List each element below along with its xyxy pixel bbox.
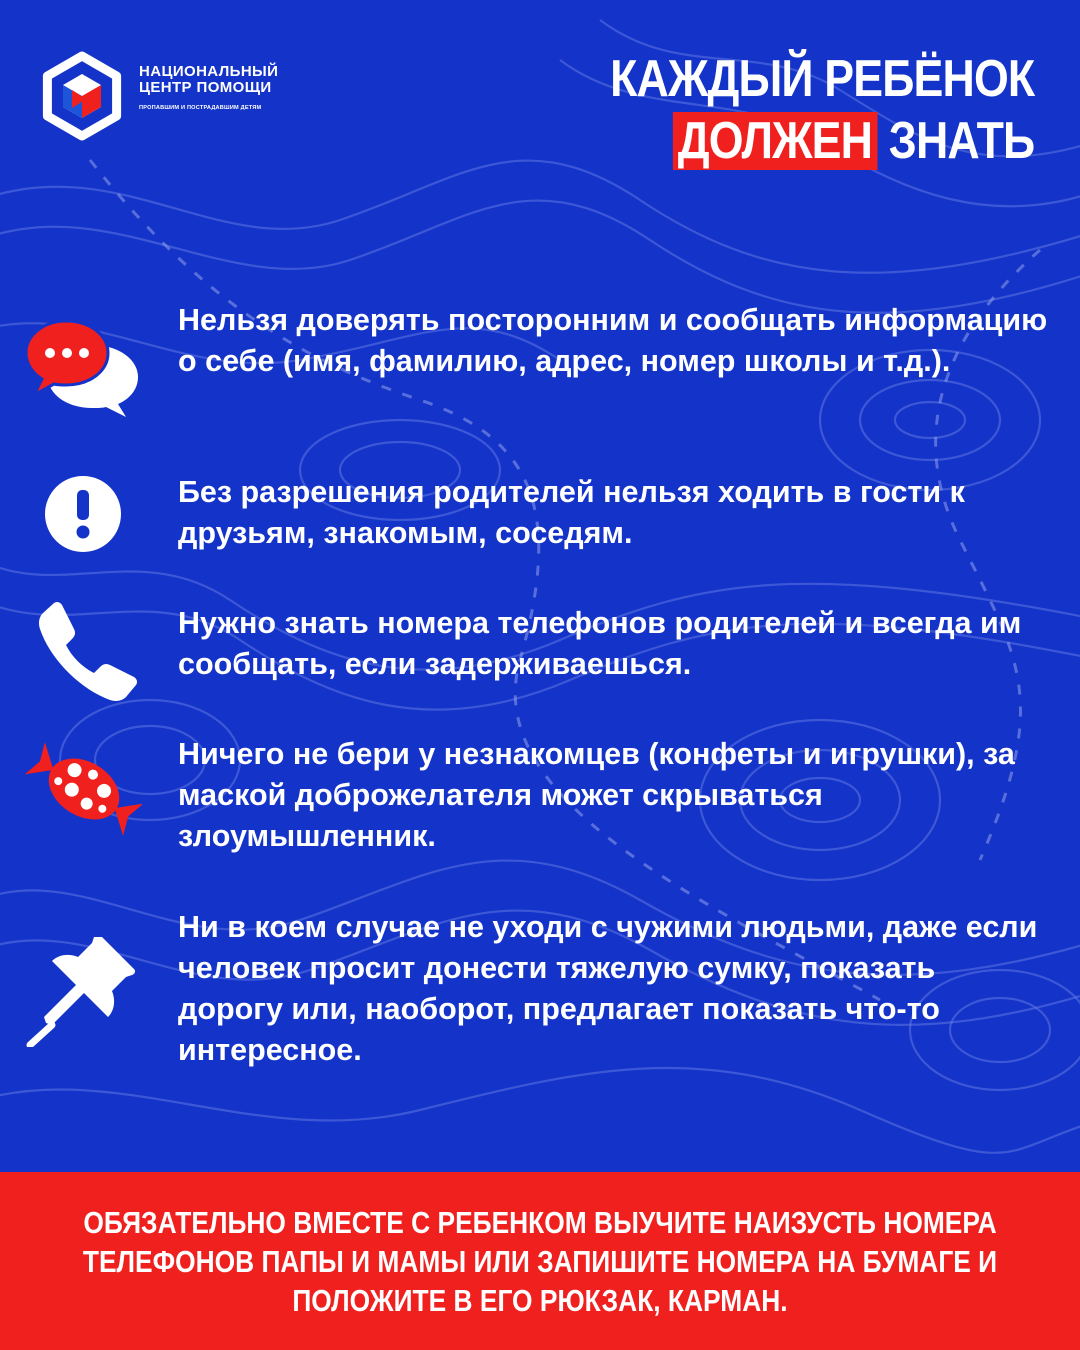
headline-line2 (610, 110, 1034, 172)
headline-line1: КАЖДЫЙ РЕБЁНОК (609, 50, 1034, 108)
tip-text: Без разрешения родителей нельзя ходить в гости к друзьям, знакомым, соседям. (178, 475, 965, 550)
tip-text: Ничего не бери у незнакомцев (конфеты и игрушки), за маской доброжелателя может скрываться злоумышленник. (178, 737, 1015, 853)
hexagon-cube-logo-icon (36, 50, 128, 142)
exclamation-icon (22, 452, 142, 562)
chat-bubbles-icon (22, 315, 142, 425)
footer-banner (0, 1172, 1080, 1350)
headline-line2-rest: ЗНАТЬ (888, 112, 1034, 170)
logo-subtitle: ПРОПАВШИМ И ПОСТРАДАВШИМ ДЕТЯМ (139, 105, 262, 111)
tip-text: Ни в коем случае не уходи с чужими людьми, даже если человек просит донести тяжелую сумку, показать дорогу или, наоборот, предлагает показать что-то интересное. (178, 910, 1038, 1067)
footer-text: ОБЯЗАТЕЛЬНО ВМЕСТЕ С РЕБЕНКОМ ВЫУЧИТЕ НАИЗУСТЬ НОМЕРА ТЕЛЕФОНОВ ПАПЫ И МАМЫ ИЛИ ЗАПИШИТЕ НОМЕРА НА БУМАГЕ И ПОЛОЖИТЕ В ЕГО РЮКЗАК, КАРМАН. (82, 1204, 998, 1318)
headline (541, 48, 1034, 172)
pushpin-icon (22, 937, 142, 1047)
phone-icon (22, 593, 142, 703)
organization-logo (36, 50, 306, 150)
tip-text: Нужно знать номера телефонов родителей и всегда им сообщать, если задерживаешься. (178, 606, 1022, 681)
tip-text: Нельзя доверять посторонним и сообщать информацию о себе (имя, фамилию, адрес, номер школы и т.д.). (178, 303, 1048, 378)
logo-title-line2: ЦЕНТР ПОМОЩИ (139, 79, 272, 96)
logo-title-line1: НАЦИОНАЛЬНЫЙ (139, 63, 279, 80)
candy-icon (22, 734, 142, 844)
headline-highlight: ДОЛЖЕН (672, 112, 877, 170)
